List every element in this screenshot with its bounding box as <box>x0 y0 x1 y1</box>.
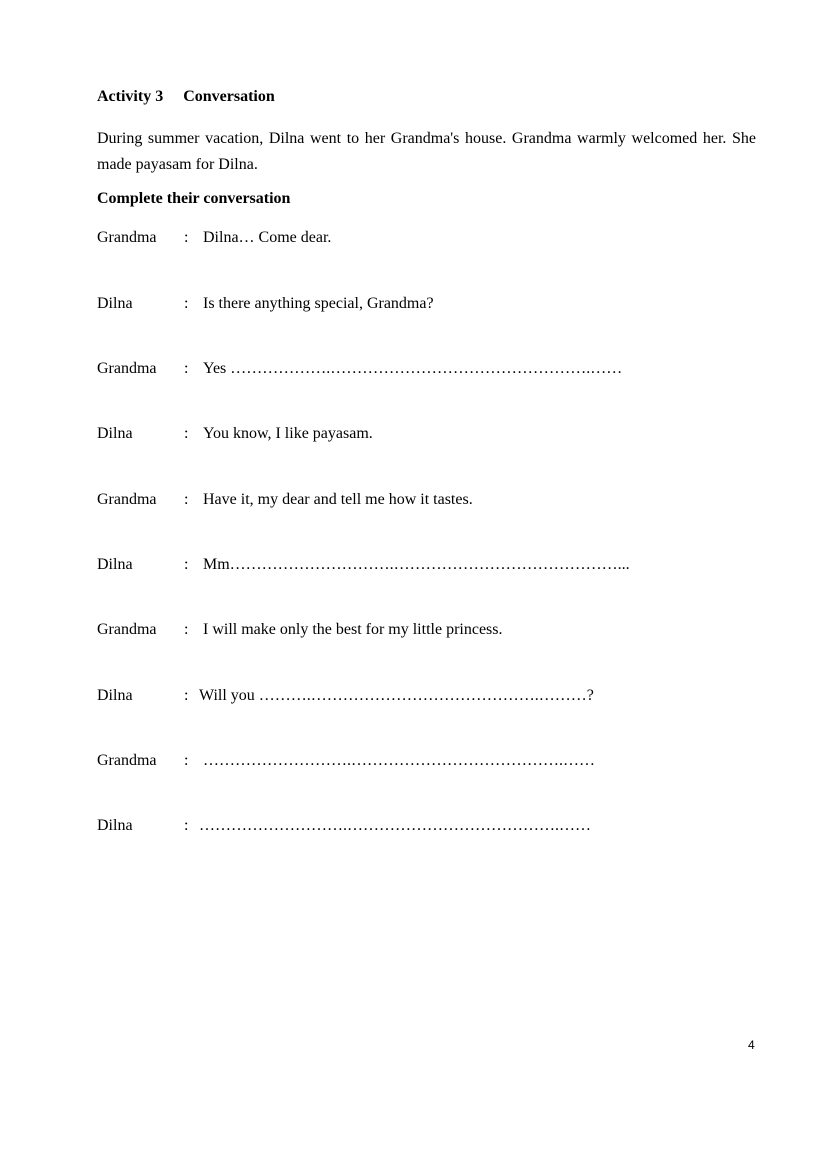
dialogue-text: I will make only the best for my little princess. <box>203 621 503 638</box>
speaker-label: Grandma <box>97 491 157 508</box>
dialogue-blank: ……………………….………………………………….…… <box>203 752 595 769</box>
separator-colon: : <box>184 752 189 769</box>
intro-paragraph: During summer vacation, Dilna went to her Grandma's house. Grandma warmly welcomed her. She made payasam for Dilna. <box>97 130 756 173</box>
speaker-label: Grandma <box>97 752 157 769</box>
separator-colon: : <box>184 556 189 573</box>
speaker-label: Grandma <box>97 229 157 246</box>
separator-colon: : <box>184 425 189 442</box>
activity-heading <box>97 88 275 106</box>
conversation-line <box>97 229 757 251</box>
separator-colon: : <box>184 295 189 312</box>
conversation-line <box>97 621 757 643</box>
dialogue-text: Is there anything special, Grandma? <box>203 295 434 312</box>
activity-title: Conversation <box>183 88 275 105</box>
conversation-line <box>97 817 757 839</box>
separator-colon: : <box>184 817 189 834</box>
conversation-line <box>97 360 757 382</box>
separator-colon: : <box>184 621 189 638</box>
separator-colon: : <box>184 687 189 704</box>
conversation-line <box>97 556 757 578</box>
instruction-heading: Complete their conversation <box>97 190 291 207</box>
speaker-label: Grandma <box>97 360 157 377</box>
dialogue-text: Have it, my dear and tell me how it tastes. <box>203 491 473 508</box>
speaker-label: Dilna <box>97 687 133 704</box>
conversation-line <box>97 295 757 317</box>
dialogue-text: You know, I like payasam. <box>203 425 373 442</box>
conversation-line <box>97 752 757 774</box>
speaker-label: Dilna <box>97 295 133 312</box>
conversation-line <box>97 491 757 513</box>
separator-colon: : <box>184 491 189 508</box>
separator-colon: : <box>184 229 189 246</box>
speaker-label: Grandma <box>97 621 157 638</box>
dialogue-blank: Yes ……………….………………………………………….…… <box>203 360 623 377</box>
speaker-label: Dilna <box>97 556 133 573</box>
conversation-line <box>97 425 757 447</box>
speaker-label: Dilna <box>97 425 133 442</box>
dialogue-text: Dilna… Come dear. <box>203 229 332 246</box>
page-number: 4 <box>748 1038 755 1052</box>
dialogue-blank: Mm………………………….……………………………………... <box>203 556 630 573</box>
dialogue-blank: Will you ……….…………………………………….………? <box>199 687 594 704</box>
dialogue-blank: ……………………….………………………………….…… <box>199 817 591 834</box>
conversation-line <box>97 687 757 709</box>
activity-label: Activity 3 <box>97 88 164 105</box>
separator-colon: : <box>184 360 189 377</box>
speaker-label: Dilna <box>97 817 133 834</box>
